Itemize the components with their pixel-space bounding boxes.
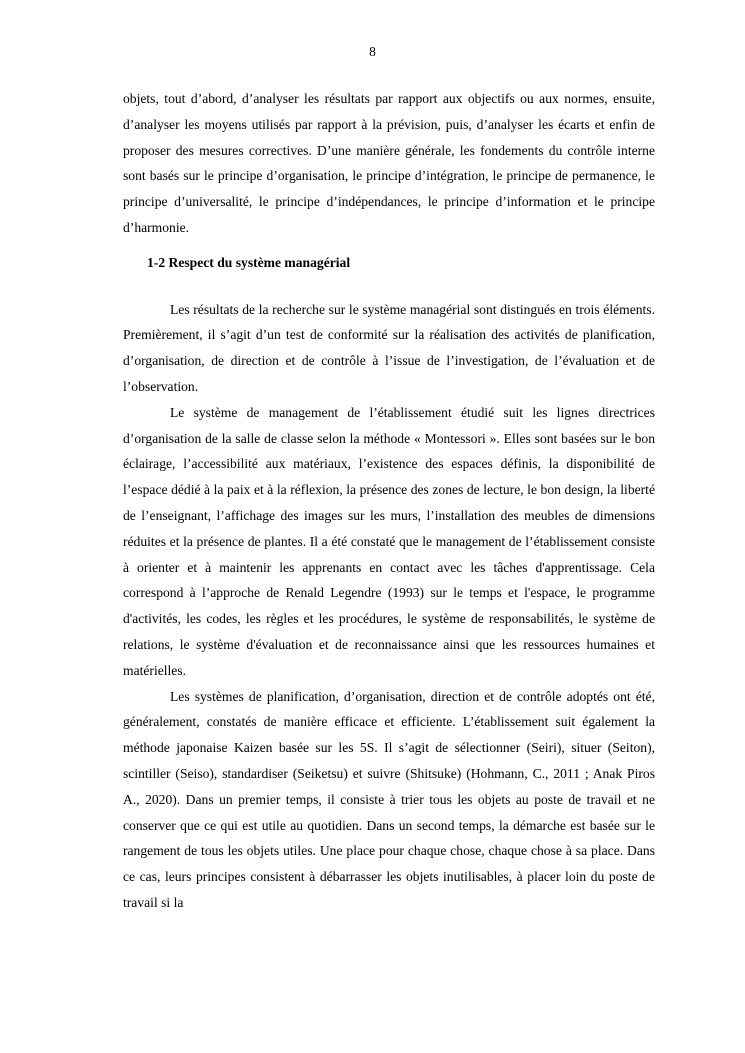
section-heading: 1-2 Respect du système managérial [147, 254, 351, 270]
paragraph-managerial-results: Les résultats de la recherche sur le système managérial sont distingués en trois éléments. Premièrement, il s’agit d’un test de conformité sur la réalisation des activités de planification, d’organisation, de direction et de contrôle à l’issue de l’investigation, de l’évaluation et de l’observation. [123, 301, 655, 394]
paragraph-control-principles: objets, tout d’abord, d’analyser les résultats par rapport aux objectifs ou aux normes, ensuite, d’analyser les moyens utilisés par rapport à la prévision, puis, d’analyser les écarts et enfin de proposer des mesures correctives. D’une manière générale, les fondements du contrôle interne sont basés sur le principe d’organisation, le principe d’intégration, le principe de permanence, le principe d’universalité, le principe d’indépendances, le principe d’information et le principe d’harmonie. [123, 91, 655, 235]
paragraph-montessori: Le système de management de l’établissement étudié suit les lignes directrices d’organisation de la salle de classe selon la méthode « Montessori ». Elles sont basées sur le bon éclairage, l’accessibilité aux matériaux, l’existence des espaces définis, la disponibilité de l’espace dédié à la paix et à la réflexion, la présence des zones de lecture, le bon design, la liberté de l’enseignant, l’affichage des images sur les murs, l’installation des meubles de dimensions réduites et la présence de plantes. Il a été constaté que le management de l’établissement consiste à orienter et à maintenir les apprenants en contact avec les tâches d'apprentissage. Cela correspond à l’approche de Renald Legendre (1993) sur le temps et l'espace, le programme d'activités, les codes, les règles et les procédures, le système de responsabilités, le système de relations, le système d'évaluation et de reconnaissance ainsi que les ressources humaines et matérielles. [123, 404, 655, 678]
page-body [123, 86, 655, 916]
spacer [123, 276, 655, 297]
paragraph-kaizen: Les systèmes de planification, d’organisation, direction et de contrôle adoptés ont été, généralement, constatés de manière efficace et efficiente. L’établissement suit également la méthode japonaise Kaizen basée sur les 5S. Il s’agit de sélectionner (Seiri), situer (Seiton), scintiller (Seiso), standardiser (Seiketsu) et suivre (Shitsuke) (Hohmann, C., 2011 ; Anak Piros A., 2020). Dans un premier temps, il consiste à trier tous les objets au poste de travail et ne conserver que ce qui est utile au quotidien. Dans un second temps, la démarche est basée sur le rangement de tous les objets utiles. Une place pour chaque chose, chaque chose à sa place. Dans ce cas, leurs principes consistent à débarrasser les objets inutilisables, à placer loin du poste de travail si la [123, 688, 655, 910]
page-number: 8 [369, 44, 376, 59]
